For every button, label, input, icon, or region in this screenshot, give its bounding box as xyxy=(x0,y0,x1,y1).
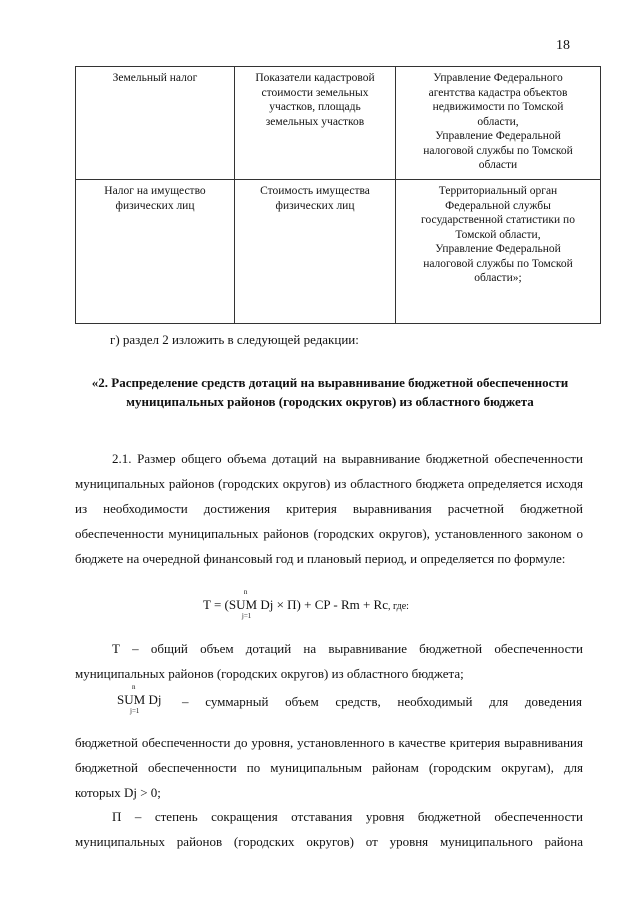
formula-where: , где: xyxy=(388,601,409,612)
table-row xyxy=(76,180,601,324)
table-row xyxy=(76,67,601,180)
cell-line: налоговой службы по Томской xyxy=(423,257,573,270)
cell-line: физических лиц xyxy=(115,199,195,212)
table-cell-tax xyxy=(76,180,235,324)
table-cell-source xyxy=(396,180,601,324)
section-heading: «2. Распределение средств дотаций на выравнивание бюджетной обеспеченности муниципальных районов (городских округов) из областного бюджета xyxy=(91,375,569,409)
paragraph-2-1: 2.1. Размер общего объема дотаций на выравнивание бюджетной обеспеченности муниципальных районов (городских округов) из областного бюджета определяется исходя из необходимости достижения критерия выравнивания расчетной бюджетной обеспеченности муниципальных районов (городских округов), установленного законом о бюджете на очередной финансовый год и плановый период, и определяется по формуле: xyxy=(75,451,583,566)
sum-definition-start: – суммарный объем средств, необходимый для доведения xyxy=(182,694,582,709)
cell-line: государственной статистики по xyxy=(421,214,575,226)
sum-symbol: SUM xyxy=(228,597,258,612)
cell-line: области»; xyxy=(474,272,522,284)
cell-line: Управление Федерального xyxy=(433,72,563,84)
cell-line: Стоимость имущества xyxy=(260,185,370,197)
cell-line: Показатели кадастровой xyxy=(255,72,375,84)
cell-line: земельных участков xyxy=(265,115,365,128)
cell-line: стоимости земельных xyxy=(261,86,369,99)
cell-line: налоговой службы по Томской xyxy=(423,144,573,157)
cell-line: Земельный налог xyxy=(112,72,198,84)
sum-symbol: SUM xyxy=(117,692,146,707)
formula xyxy=(203,588,409,620)
cell-line: Территориальный орган xyxy=(438,185,558,197)
table-cell-tax xyxy=(76,67,235,180)
cell-line: Налог на имущество xyxy=(104,185,206,197)
sum-term xyxy=(117,683,162,715)
tax-data-sources-table xyxy=(75,66,601,324)
sum-operator xyxy=(228,588,258,620)
sum-upper-limit: n xyxy=(243,588,248,596)
sum-lower-limit: j=1 xyxy=(130,707,140,715)
cell-line: участков, площадь xyxy=(269,101,361,113)
cell-line: физических лиц xyxy=(275,199,355,212)
cell-line: Управление Федеральной xyxy=(435,243,561,255)
amendment-instruction: г) раздел 2 изложить в следующей редакции: xyxy=(110,332,359,347)
table-cell-source xyxy=(396,67,601,180)
sum-lower-limit: j=1 xyxy=(241,612,252,620)
sum-term-variable: Dj xyxy=(145,692,162,707)
page-number: 18 xyxy=(556,38,570,53)
paragraph-sum-definition: бюджетной обеспеченности до уровня, установленного в качестве критерия выравнивания бюджетной обеспеченности по муниципальным районам (городским округам), для которых Dj > 0; xyxy=(75,735,583,800)
cell-line: области, xyxy=(477,115,519,128)
formula-rhs: Dj × П) + CP - Rm + Rc xyxy=(257,597,388,612)
cell-line: Федеральной службы xyxy=(445,199,551,212)
table-cell-indicator xyxy=(235,67,396,180)
table-cell-indicator xyxy=(235,180,396,324)
paragraph-p-definition: П – степень сокращения отставания уровня бюджетной обеспеченности муниципальных районов (городских округов) от уровня муниципального района xyxy=(75,809,583,849)
cell-line: Томской области, xyxy=(455,228,541,241)
formula-lhs: T = ( xyxy=(203,597,229,612)
sum-upper-limit: n xyxy=(132,683,136,691)
cell-line: Управление Федеральной xyxy=(435,130,561,142)
cell-line: агентства кадастра объектов xyxy=(428,86,568,99)
cell-line: области xyxy=(478,159,518,171)
sum-operator xyxy=(117,683,146,715)
paragraph-t-definition: Т – общий объем дотаций на выравнивание бюджетной обеспеченности муниципальных районов (городских округов) из областного бюджета; xyxy=(75,641,583,681)
cell-line: недвижимости по Томской xyxy=(432,101,564,113)
